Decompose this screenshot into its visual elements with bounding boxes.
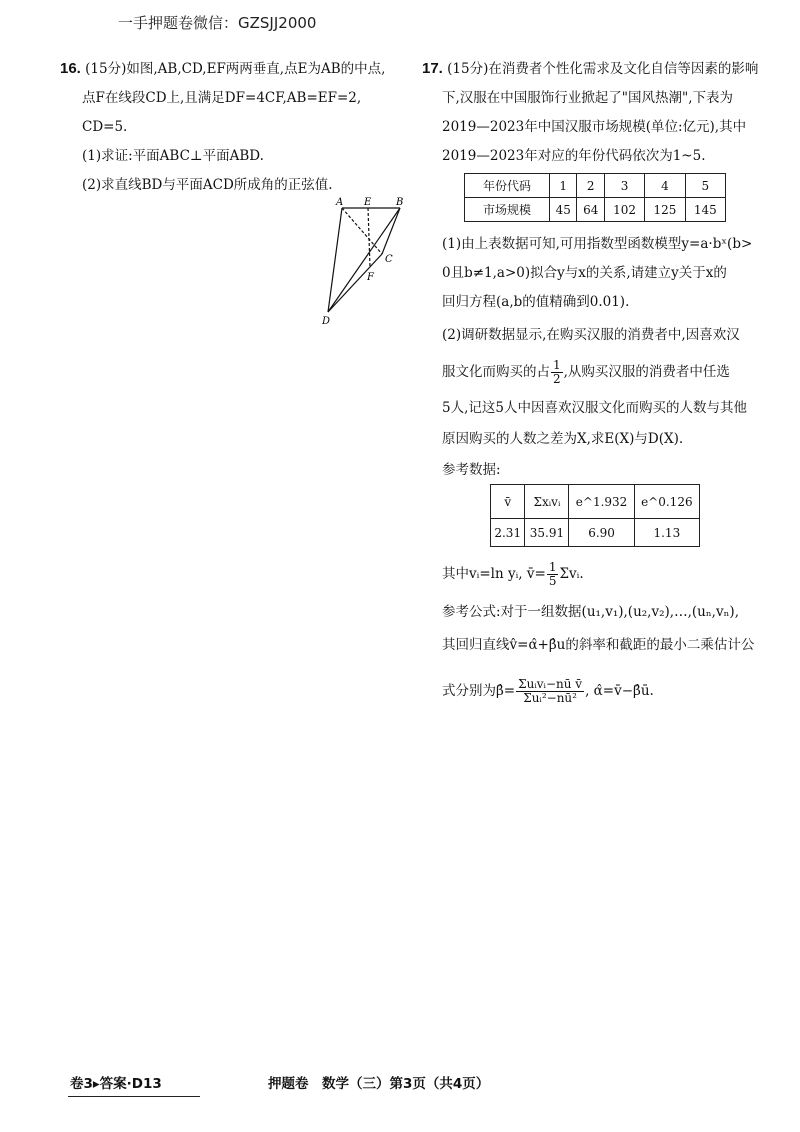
part-1-line-1: (1)由上表数据可知,可用指数型函数模型y=a·bˣ(b> xyxy=(442,236,753,252)
table-cell: 4 xyxy=(645,174,685,198)
question-16-line-3: CD=5. xyxy=(82,119,128,135)
ref-header-exp1: e^1.932 xyxy=(569,485,634,519)
question-16-line-1: (15分)如图,AB,CD,EF两两垂直,点E为AB的中点, xyxy=(85,61,386,77)
part-2-line-3: 5人,记这5人中因喜欢汉服文化而购买的人数与其他 xyxy=(442,400,747,416)
table-header-cell: 年份代码 xyxy=(465,174,550,198)
table-cell: 64 xyxy=(577,198,604,222)
ref-value: 1.13 xyxy=(634,519,699,547)
formula-line-2: 其回归直线v̂=α̂+β̂u的斜率和截距的最小二乘估计公 xyxy=(442,637,755,653)
reference-data-label: 参考数据: xyxy=(442,462,501,478)
table-cell: 1 xyxy=(550,174,577,198)
table-header-cell: 市场规模 xyxy=(465,198,550,222)
segment-ad xyxy=(328,208,342,312)
where-text-b: Σvᵢ. xyxy=(559,566,584,582)
table-cell: 5 xyxy=(685,174,725,198)
part-2-line-1: (2)调研数据显示,在购买汉服的消费者中,因喜欢汉 xyxy=(442,327,740,343)
fraction-one-fifth: $\frac{1}{5}$ xyxy=(548,559,557,588)
question-17-line-2: 下,汉服在中国服饰行业掀起了"国风热潮",下表为 xyxy=(442,90,734,106)
question-17 xyxy=(422,54,772,171)
part-2-line-2b: ,从购买汉服的消费者中任选 xyxy=(563,364,730,380)
part-1-line-2: 0且b≠1,a>0)拟合y与x的关系,请建立y关于x的 xyxy=(442,265,727,281)
question-17-line-4: 2019—2023年对应的年份代码依次为1~5. xyxy=(442,148,706,164)
segment-ef xyxy=(368,208,370,267)
ref-value: 35.91 xyxy=(525,519,569,547)
label-e: E xyxy=(364,197,372,208)
footer-left: 卷3▸答案·D13 xyxy=(70,1076,162,1092)
label-b: B xyxy=(396,197,404,208)
reference-formula xyxy=(442,598,787,712)
question-16 xyxy=(60,54,410,200)
table-cell: 3 xyxy=(604,174,644,198)
label-a: A xyxy=(336,197,344,208)
label-c: C xyxy=(385,254,393,265)
table-cell: 145 xyxy=(685,198,725,222)
question-16-line-2: 点F在线段CD上,且满足DF=4CF,AB=EF=2, xyxy=(82,90,362,106)
part-1-line-3: 回归方程(a,b的值精确到0.01). xyxy=(442,294,630,310)
where-text-a: 其中vᵢ=ln yᵢ, v̄= xyxy=(442,566,546,582)
label-f: F xyxy=(367,272,374,283)
segment-cd xyxy=(328,254,382,312)
reference-data-table xyxy=(490,484,700,547)
formula-line-1: 参考公式:对于一组数据(u₁,v₁),(u₂,v₂),…,(uₙ,vₙ), xyxy=(442,604,739,620)
question-17-part-1 xyxy=(442,230,782,317)
table-cell: 102 xyxy=(604,198,644,222)
question-16-part-2: (2)求直线BD与平面ACD所成角的正弦值. xyxy=(82,177,333,193)
ref-header-exp2: e^0.126 xyxy=(634,485,699,519)
label-d: D xyxy=(322,316,331,327)
ref-value: 6.90 xyxy=(569,519,634,547)
page-header: 一手押题卷微信：GZSJJ2000 xyxy=(118,14,317,32)
footer-underline xyxy=(68,1096,200,1097)
question-17-line-1: (15分)在消费者个性化需求及文化自信等因素的影响 xyxy=(447,61,759,77)
where-clause xyxy=(442,560,782,589)
least-squares-fraction: $\frac{\text{Σuᵢvᵢ−nū v̄}}{\text{Σuᵢ²−nū²}}$ xyxy=(518,676,583,705)
formula-line-3a: 式分别为β̂= xyxy=(442,683,516,699)
question-17-part-2 xyxy=(442,320,782,486)
question-16-number: 16. xyxy=(60,60,81,77)
segment-ac xyxy=(342,208,382,254)
ref-header-vbar: v̄ xyxy=(491,485,525,519)
ref-value: 2.31 xyxy=(491,519,525,547)
table-cell: 2 xyxy=(577,174,604,198)
part-2-line-4: 原因购买的人数之差为X,求E(X)与D(X). xyxy=(442,431,684,447)
question-17-number: 17. xyxy=(422,60,443,77)
fraction-one-half: $\frac{1}{2}$ xyxy=(553,357,561,386)
geometry-figure xyxy=(312,194,422,330)
market-size-table xyxy=(464,173,726,222)
table-cell: 125 xyxy=(645,198,685,222)
question-16-part-1: (1)求证:平面ABC⊥平面ABD. xyxy=(82,148,264,164)
footer-center: 押题卷 数学（三）第3页（共4页） xyxy=(268,1076,490,1092)
ref-header-sum: Σxᵢvᵢ xyxy=(525,485,569,519)
formula-line-3b: , α̂=v̄−β̂ū. xyxy=(585,683,654,699)
question-17-line-3: 2019—2023年中国汉服市场规模(单位:亿元),其中 xyxy=(442,119,747,135)
part-2-line-2a: 服文化而购买的占 xyxy=(442,364,550,380)
table-cell: 45 xyxy=(550,198,577,222)
